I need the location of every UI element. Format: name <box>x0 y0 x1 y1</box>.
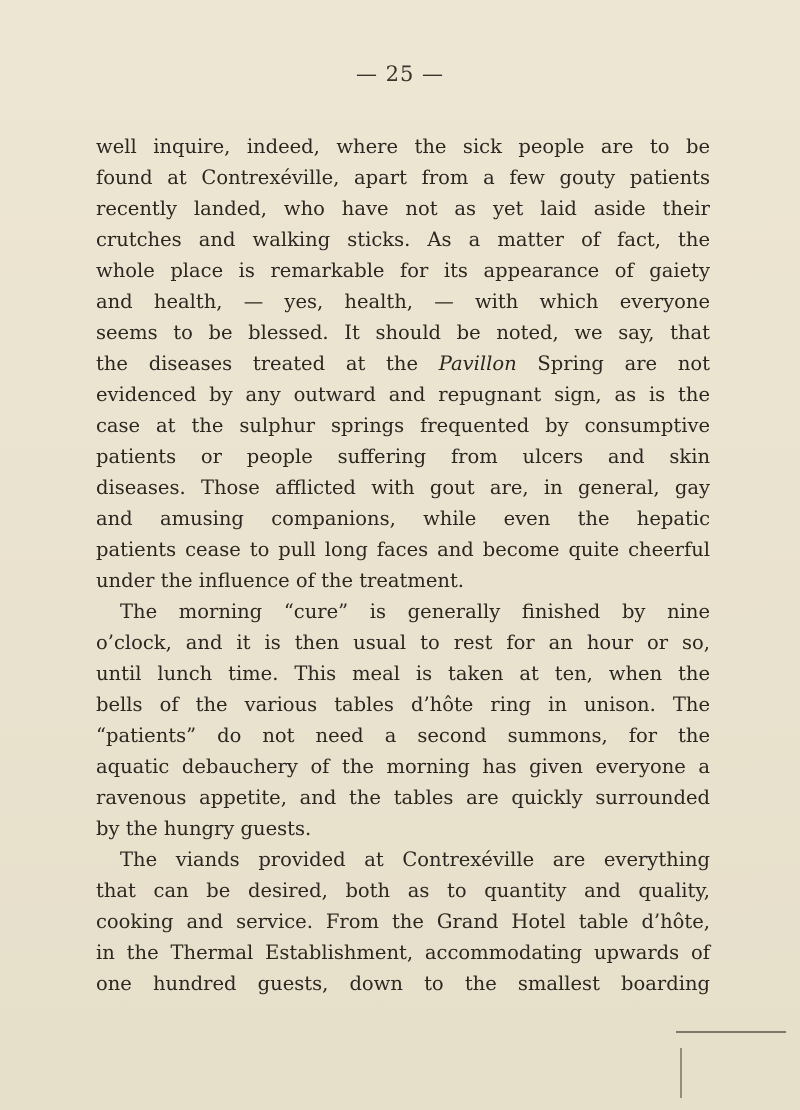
text-line: and amusing companions, while even the hepatic <box>96 507 710 530</box>
text-line: and health, — yes, health, — with which everyone <box>96 290 710 313</box>
text-line: by the hungry guests. <box>96 817 312 840</box>
text-line: recently landed, who have not as yet laid aside their <box>96 197 710 220</box>
text-line: seems to be blessed. It should be noted, we say, that <box>96 321 710 344</box>
text-line: well inquire, indeed, where the sick people are to be <box>96 135 710 158</box>
scan-edge-mark <box>676 1031 786 1033</box>
text-line: aquatic debauchery of the morning has given everyone a <box>96 755 710 778</box>
text-line: evidenced by any outward and repugnant sign, as is the <box>96 383 710 406</box>
italic-place-name: Pavillon <box>438 352 517 375</box>
text-line: patients cease to pull long faces and become quite cheerful <box>96 538 710 561</box>
text-line: under the influence of the treatment. <box>96 569 464 592</box>
text-line: bells of the various tables d’hôte ring in unison. The <box>96 693 710 716</box>
page-number: — 25 — <box>355 62 445 86</box>
text-line: cooking and service. From the Grand Hotel table d’hôte, <box>96 910 710 933</box>
text-line: crutches and walking sticks. As a matter of fact, the <box>96 228 710 251</box>
text-line: “patients” do not need a second summons, for the <box>96 724 710 747</box>
text-segment: the diseases treated at the <box>96 352 439 375</box>
scan-edge-mark <box>680 1048 682 1098</box>
text-line: one hundred guests, down to the smallest boarding <box>96 972 710 995</box>
text-line: case at the sulphur springs frequented by consumptive <box>96 414 710 437</box>
text-line: in the Thermal Establishment, accommodating upwards of <box>96 941 710 964</box>
text-line: whole place is remarkable for its appearance of gaiety <box>96 259 710 282</box>
text-line-with-italic <box>96 348 710 379</box>
text-line: that can be desired, both as to quantity and quality, <box>96 879 710 902</box>
text-line: until lunch time. This meal is taken at ten, when the <box>96 662 710 685</box>
text-line: found at Contrexéville, apart from a few gouty patients <box>96 166 710 189</box>
text-line: The viands provided at Contrexéville are everything <box>120 848 710 871</box>
text-line: patients or people suffering from ulcers and skin <box>96 445 710 468</box>
body-text <box>96 131 710 999</box>
text-line: diseases. Those afflicted with gout are, in general, gay <box>96 476 710 499</box>
text-line: ravenous appetite, and the tables are quickly surrounded <box>96 786 710 809</box>
text-line: o’clock, and it is then usual to rest for an hour or so, <box>96 631 710 654</box>
text-line: The morning “cure” is generally finished by nine <box>120 600 710 623</box>
text-segment: Spring are not <box>516 352 710 375</box>
